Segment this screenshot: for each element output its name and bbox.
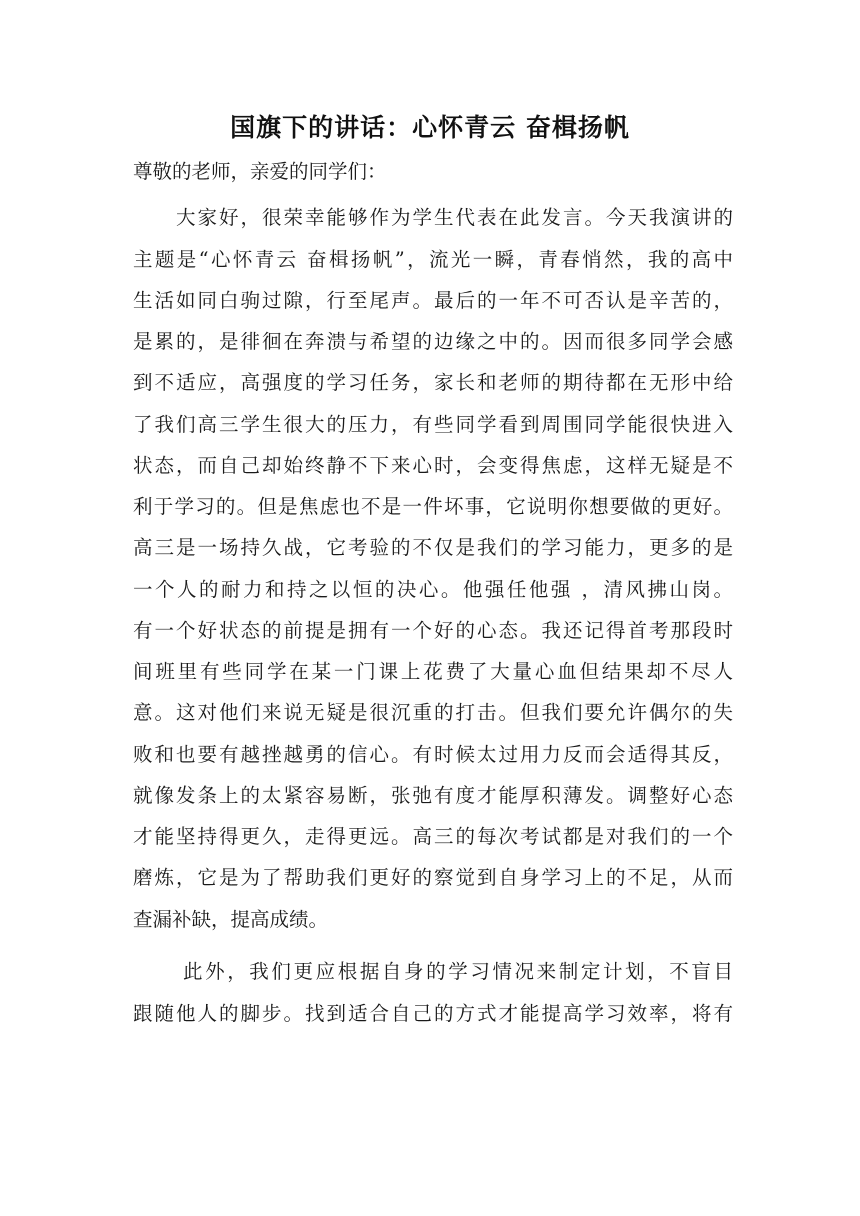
paragraph-line: 跟随他人的脚步。找到适合自己的方式才能提高学习效率，将有: [133, 1002, 733, 1025]
paragraph-line: 磨炼，它是为了帮助我们更好的察觉到自身学习上的不足，从而: [133, 866, 733, 889]
paragraph-line: 有一个好状态的前提是拥有一个好的心态。我还记得首考那段时: [133, 619, 733, 642]
paragraph-line: 高三是一场持久战，它考验的不仅是我们的学习能力，更多的是: [133, 536, 733, 559]
paragraph-line: 生活如同白驹过隙，行至尾声。最后的一年不可否认是辛苦的，: [133, 289, 733, 312]
paragraph-line: 利于学习的。但是焦虑也不是一件坏事，它说明你想要做的更好。: [133, 495, 733, 518]
paragraph-line: 主题是“心怀青云 奋楫扬帆”，流光一瞬，青春悄然，我的高中: [133, 248, 733, 271]
paragraph-line: 大家好，很荣幸能够作为学生代表在此发言。今天我演讲的: [176, 206, 733, 229]
paragraph-line: 间班里有些同学在某一门课上花费了大量心血但结果却不尽人: [133, 660, 733, 683]
greeting-line: 尊敬的老师，亲爱的同学们：: [133, 160, 387, 183]
paragraph-line: 查漏补缺，提高成绩。: [133, 908, 329, 931]
paragraph-line: 了我们高三学生很大的压力，有些同学看到周围同学能很快进入: [133, 413, 733, 436]
paragraph-line: 一个人的耐力和持之以恒的决心。他强任他强 ，清风拂山岗。: [133, 578, 733, 601]
paragraph-line: 就像发条上的太紧容易断，张弛有度才能厚积薄发。调整好心态: [133, 784, 733, 807]
document-title: 国旗下的讲话：心怀青云 奋楫扬帆: [230, 113, 630, 142]
paragraph-line: 状态，而自己却始终静不下来心时，会变得焦虑，这样无疑是不: [133, 454, 733, 477]
paragraph-line: 才能坚持得更久，走得更远。高三的每次考试都是对我们的一个: [133, 825, 733, 848]
paragraph-line: 是累的，是徘徊在奔溃与希望的边缘之中的。因而很多同学会感: [133, 330, 733, 353]
paragraph-line: 意。这对他们来说无疑是很沉重的打击。但我们要允许偶尔的失: [133, 701, 733, 724]
paragraph-line: 败和也要有越挫越勇的信心。有时候太过用力反而会适得其反，: [133, 743, 733, 766]
paragraph-line: 此外，我们更应根据自身的学习情况来制定计划，不盲目: [183, 960, 733, 983]
paragraph-line: 到不适应，高强度的学习任务，家长和老师的期待都在无形中给: [133, 371, 733, 394]
